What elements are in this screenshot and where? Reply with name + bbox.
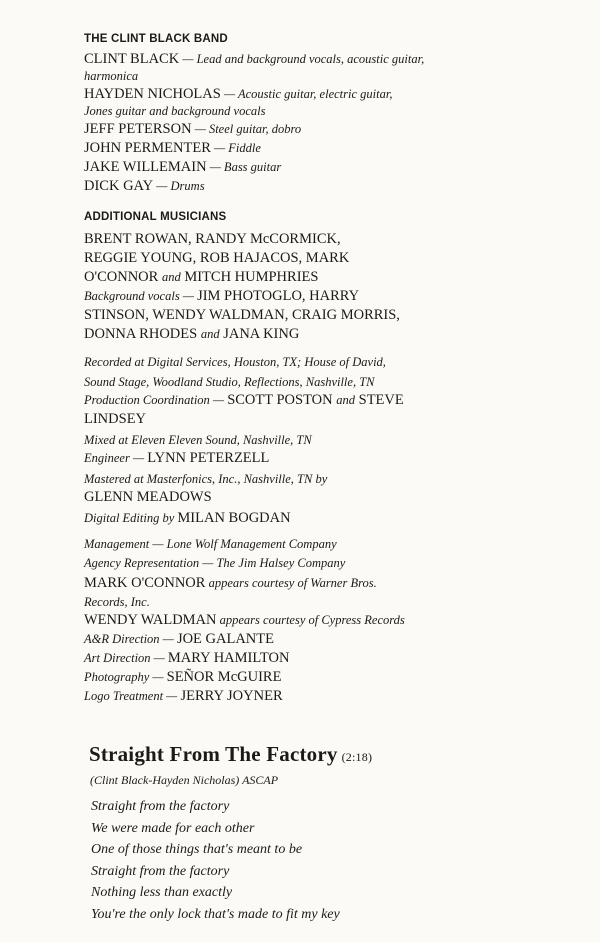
- member-line: HAYDEN NICHOLAS — Acoustic guitar, electric guitar,: [84, 86, 393, 102]
- member-line-cont: Jones guitar and background vocals: [84, 104, 266, 118]
- musicians-line: REGGIE YOUNG, ROB HAJACOS, MARK: [84, 250, 350, 266]
- courtesy-line: WENDY WALDMAN appears courtesy of Cypress Records: [84, 612, 405, 628]
- additional-heading: ADDITIONAL MUSICIANS: [84, 211, 227, 223]
- art-line: Art Direction — MARY HAMILTON: [84, 650, 290, 666]
- lyrics: [91, 796, 340, 926]
- mastered-line: Mastered at Masterfonics, Inc., Nashville, TN by: [84, 472, 328, 486]
- song-title: Straight From The Factory (2:18): [89, 742, 373, 766]
- bg-vocals-line: DONNA RHODES and JANA KING: [84, 326, 300, 342]
- lyric-line: One of those things that's meant to be: [91, 842, 303, 858]
- management-line: Management — Lone Wolf Management Company: [84, 537, 337, 551]
- bg-vocals-line: Background vocals — JIM PHOTOGLO, HARRY: [84, 288, 360, 304]
- courtesy-line: MARK O'CONNOR appears courtesy of Warner Bros.: [84, 575, 377, 591]
- song-time: (2:18): [341, 750, 373, 764]
- agency-line: Agency Representation — The Jim Halsey Company: [84, 556, 346, 570]
- editing-line: Digital Editing by MILAN BOGDAN: [84, 510, 291, 526]
- coordination-line: Production Coordination — SCOTT POSTON and STEVE: [84, 392, 404, 408]
- recorded-line: Recorded at Digital Services, Houston, TX; House of David,: [84, 355, 386, 369]
- coordination-line-cont: LINDSEY: [84, 411, 147, 427]
- production-section: [84, 353, 484, 706]
- lyric-line: Straight from the factory: [91, 799, 230, 814]
- band-heading: THE CLINT BLACK BAND: [84, 33, 228, 45]
- ar-line: A&R Direction — JOE GALANTE: [84, 631, 274, 647]
- bg-vocals-line: STINSON, WENDY WALDMAN, CRAIG MORRIS,: [84, 307, 400, 323]
- lyric-line: Nothing less than exactly: [91, 885, 233, 901]
- lyric-line: Straight from the factory: [91, 863, 230, 879]
- member-line: JOHN PERMENTER — Fiddle: [84, 140, 261, 156]
- mastered-name: GLENN MEADOWS: [84, 489, 212, 505]
- recorded-line: Sound Stage, Woodland Studio, Reflections, Nashville, TN: [84, 375, 375, 389]
- musicians-line: O'CONNOR and MITCH HUMPHRIES: [84, 269, 319, 285]
- lyric-line: You're the only lock that's made to fit my key: [91, 906, 340, 922]
- mixed-line: Mixed at Eleven Eleven Sound, Nashville, TN: [84, 433, 312, 447]
- member-line: JAKE WILLEMAIN — Bass guitar: [84, 159, 282, 175]
- band-section: [84, 33, 484, 196]
- member-line: JEFF PETERSON — Steel guitar, dobro: [84, 121, 302, 137]
- lyric-line: We were made for each other: [91, 820, 255, 836]
- musicians-line: BRENT ROWAN, RANDY McCORMICK,: [84, 231, 341, 247]
- photo-line: Photography — SEÑOR McGUIRE: [84, 669, 282, 685]
- song-credit: (Clint Black-Hayden Nicholas) ASCAP: [90, 773, 279, 787]
- member-line: DICK GAY — Drums: [84, 178, 205, 194]
- member-line: CLINT BLACK — Lead and background vocals, acoustic guitar,: [84, 51, 425, 67]
- engineer-line: Engineer — LYNN PETERZELL: [84, 450, 270, 466]
- courtesy-line-cont: Records, Inc.: [84, 595, 150, 609]
- additional-section: [84, 211, 484, 344]
- member-line-cont: harmonica: [84, 69, 139, 83]
- logo-line: Logo Treatment — JERRY JOYNER: [84, 688, 283, 704]
